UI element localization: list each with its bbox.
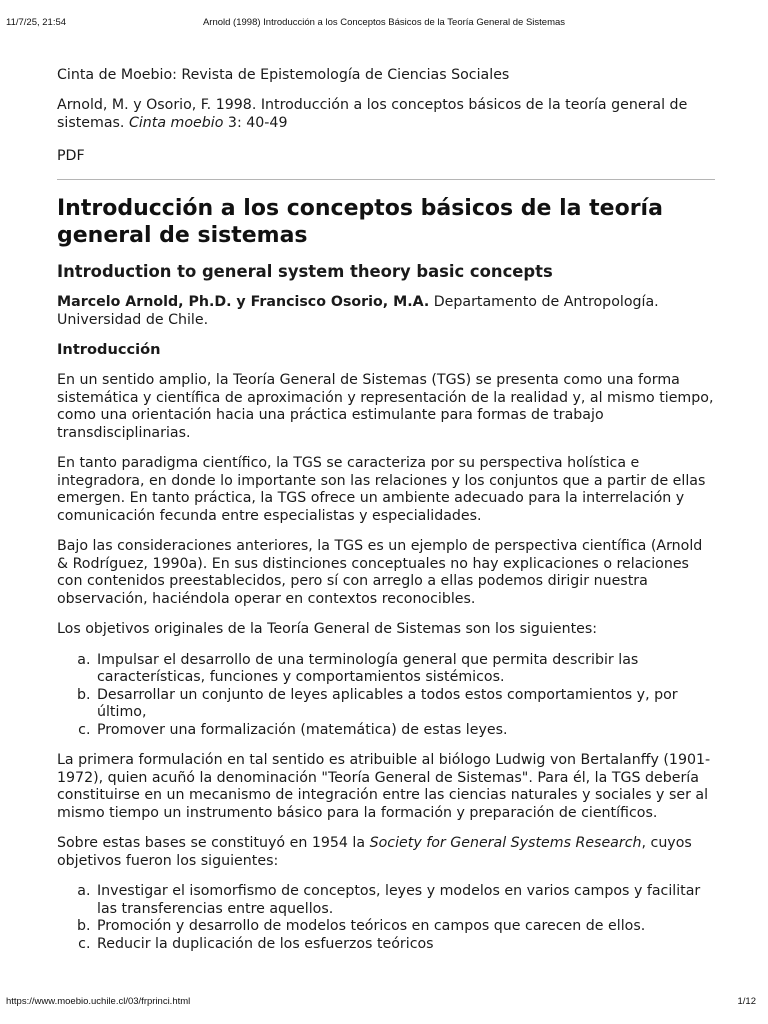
authors (57, 294, 717, 329)
section-heading: Introducción (57, 341, 161, 358)
author-affiliation: Departamento de Antropología. Universidad de Chile. (57, 294, 659, 328)
page-number: 1/12 (737, 996, 756, 1007)
society-objectives-list (57, 883, 717, 953)
citation-volume: 3: 40-49 (223, 115, 288, 131)
journal-name: Cinta de Moebio: Revista de Epistemología de Ciencias Sociales (57, 67, 510, 83)
objectives-list (57, 652, 717, 740)
citation (57, 96, 717, 132)
pdf-link[interactable]: PDF (57, 148, 85, 164)
paragraph: Los objetivos originales de la Teoría General de Sistemas son los siguientes: (57, 621, 598, 637)
society-text-post: , cuyos objetivos fueron los siguientes: (57, 835, 692, 869)
society-name: Society for General Systems Research (369, 835, 642, 851)
list-item: c. Promover una formalización (matemática) de estas leyes. (95, 722, 717, 740)
print-footer (6, 996, 762, 1010)
page-url: https://www.moebio.uchile.cl/03/frprinci.html (6, 996, 191, 1007)
paragraph: En tanto paradigma científico, la TGS se caracteriza por su perspectiva holística e integradora, en donde lo importante son las relaciones y los conjuntos que a partir de ellas emergen. En tanto práctica, la TGS ofrece un ambiente adecuado para la interrelación y comunicación fecunda entre especialistas y especialidades. (57, 455, 706, 524)
citation-journal: Cinta moebio (128, 115, 224, 131)
print-header (6, 17, 762, 31)
article-title: Introducción a los conceptos básicos de la teoría general de sistemas (57, 196, 663, 248)
author-names: Marcelo Arnold, Ph.D. y Francisco Osorio, M.A. (57, 294, 430, 310)
article-subtitle: Introduction to general system theory basic concepts (57, 262, 553, 281)
list-item: a. Impulsar el desarrollo de una terminología general que permita describir las características, funciones y comportamientos sistémicos. (95, 652, 717, 687)
list-item: a. Investigar el isomorfismo de conceptos, leyes y modelos en varios campos y facilitar las transferencias entre aquellos. (95, 883, 717, 918)
society-paragraph (57, 835, 717, 870)
paragraph: En un sentido amplio, la Teoría General de Sistemas (TGS) se presenta como una forma sistemática y científica de aproximación y representación de la realidad y, al mismo tiempo, como una orientación hacia una práctica estimulante para formas de trabajo transdisciplinarias. (57, 372, 714, 441)
list-item: c. Reducir la duplicación de los esfuerzos teóricos (95, 936, 717, 954)
citation-text: Arnold, M. y Osorio, F. 1998. Introducción a los conceptos básicos de la teoría general de sistemas. (57, 97, 688, 131)
print-document-title: Arnold (1998) Introducción a los Conceptos Básicos de la Teoría General de Sistemas (202, 17, 566, 28)
divider (57, 179, 715, 180)
paragraph: Bajo las consideraciones anteriores, la TGS es un ejemplo de perspectiva científica (Arnold & Rodríguez, 1990a). En sus distinciones conceptuales no hay explicaciones o relaciones con contenidos preestablecidos, pero sí con arreglo a ellas podemos dirigir nuestra observación, haciéndola operar en contextos reconocibles. (57, 538, 703, 607)
article-content (57, 66, 717, 953)
list-item: b. Desarrollar un conjunto de leyes aplicables a todos estos comportamientos y, por último, (95, 687, 717, 722)
print-timestamp: 11/7/25, 21:54 (6, 17, 67, 28)
list-item: b. Promoción y desarrollo de modelos teóricos en campos que carecen de ellos. (95, 918, 717, 936)
paragraph: La primera formulación en tal sentido es atribuible al biólogo Ludwig von Bertalanffy (1901-1972), quien acuñó la denominación "Teoría General de Sistemas". Para él, la TGS debería constituirse en un mecanismo de integración entre las ciencias naturales y sociales y ser al mismo tiempo un instrumento básico para la formación y preparación de científicos. (57, 752, 711, 821)
society-text-pre: Sobre estas bases se constituyó en 1954 la (57, 835, 370, 851)
